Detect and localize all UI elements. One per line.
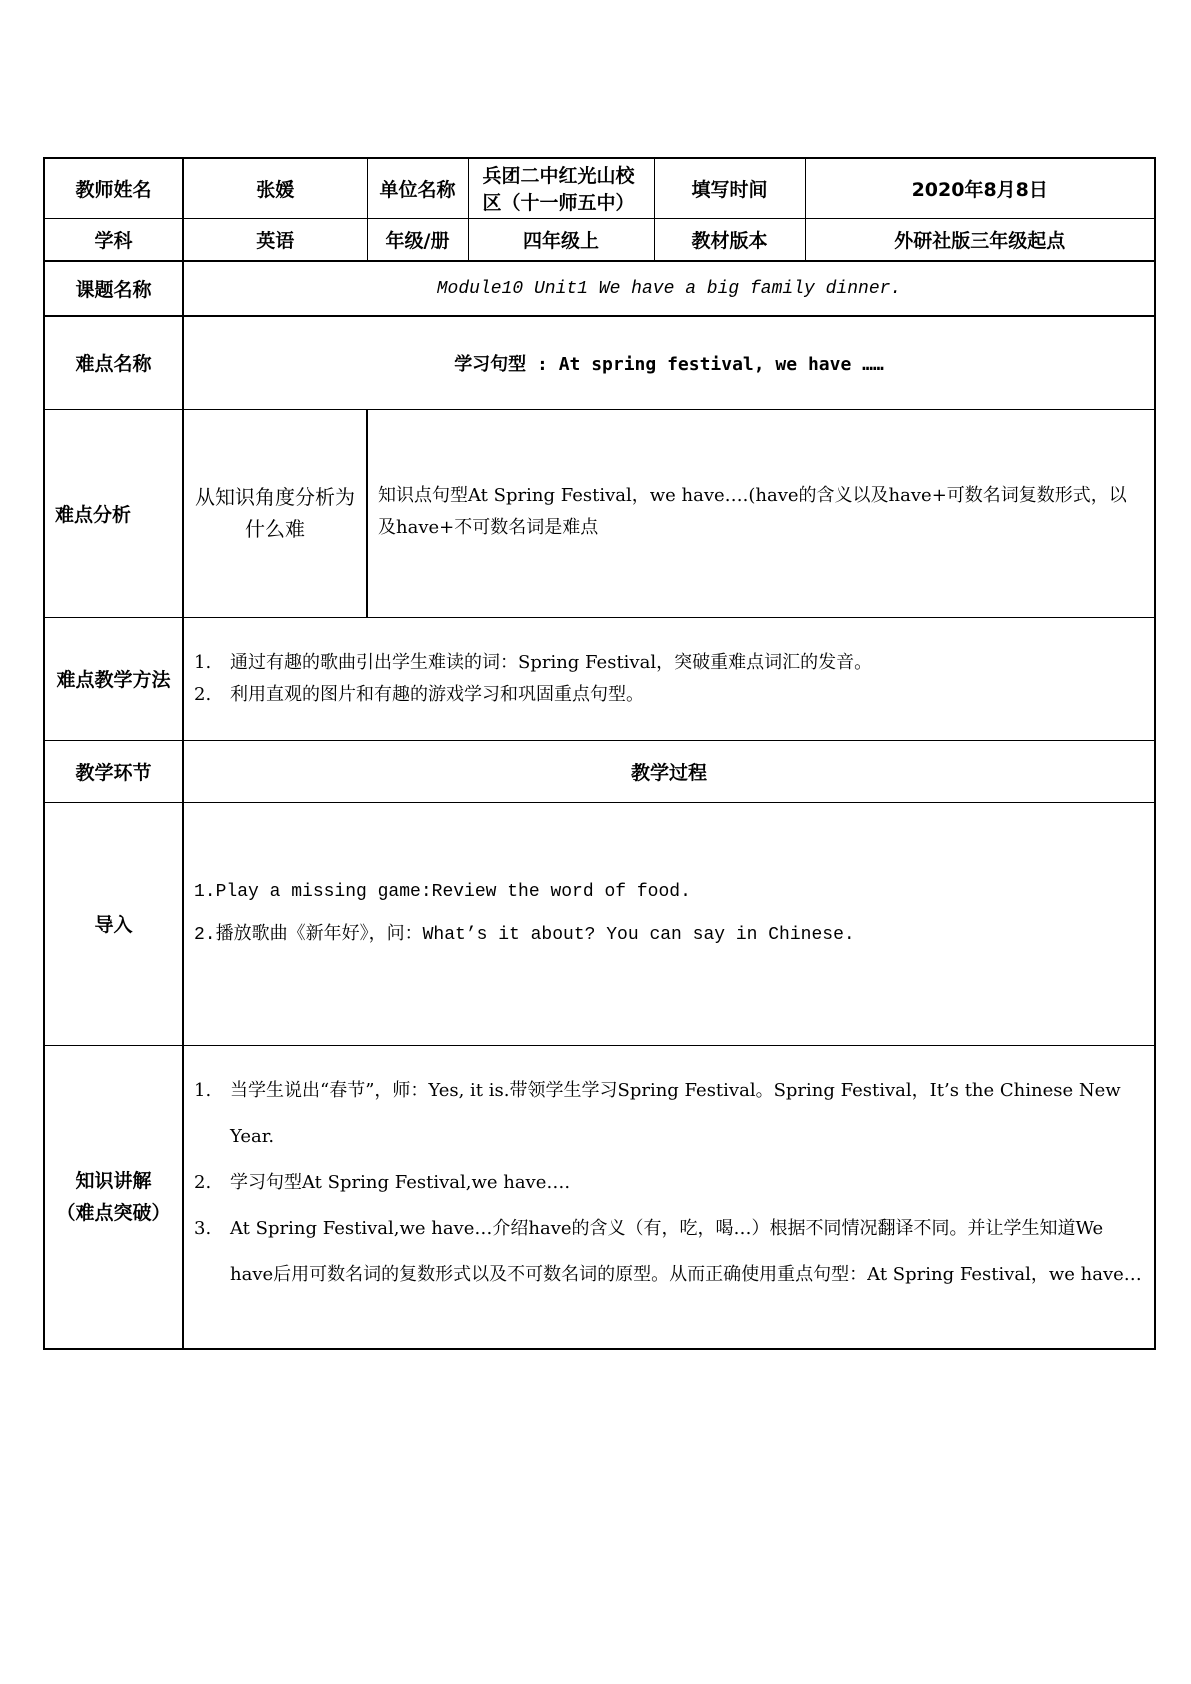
process-header-row <box>44 740 1155 802</box>
date-label: 填写时间 <box>654 158 805 218</box>
topic-label: 课题名称 <box>44 261 183 316</box>
explanation-item-2-num: 2. <box>194 1171 212 1193</box>
process-label: 教学过程 <box>183 740 1155 802</box>
explanation-label-line2: （难点突破） <box>56 1201 171 1224</box>
topic-row <box>44 261 1155 316</box>
analysis-row <box>44 409 1155 617</box>
explanation-item-1-text: 当学生说出“春节”，师：Yes, it is.带领学生学习Spring Festival。Spring Festival，It’s the Chinese New Year. <box>230 1079 1121 1147</box>
teacher-name-label: 教师姓名 <box>44 158 183 218</box>
analysis-label: 难点分析 <box>44 409 183 617</box>
explanation-label <box>44 1045 183 1349</box>
date-value: 2020年8月8日 <box>805 158 1155 218</box>
method-item-1 <box>194 647 1144 679</box>
analysis-text: 知识点句型At Spring Festival，we have….(have的含义以及have+可数名词复数形式，以及have+不可数名词是难点 <box>367 409 1155 617</box>
lesson-plan-table <box>43 157 1156 1350</box>
method-row <box>44 617 1155 740</box>
difficulty-value: 学习句型 : At spring festival, we have …… <box>183 316 1155 409</box>
unit-name-value <box>468 158 654 218</box>
explanation-item-3-num: 3. <box>194 1217 212 1239</box>
method-list <box>194 647 1144 711</box>
unit-name-label: 单位名称 <box>367 158 468 218</box>
grade-value: 四年级上 <box>468 218 654 261</box>
intro-label: 导入 <box>44 802 183 1045</box>
explanation-item-2 <box>194 1160 1144 1206</box>
edition-value: 外研社版三年级起点 <box>805 218 1155 261</box>
unit-name-line1: 兵团二中红光山校 <box>482 165 635 188</box>
grade-label: 年级/册 <box>367 218 468 261</box>
method-item-1-num: 1. <box>194 651 212 673</box>
explanation-item-2-text: 学习句型At Spring Festival,we have…. <box>230 1171 571 1193</box>
explanation-row <box>44 1045 1155 1349</box>
explanation-content <box>183 1045 1155 1349</box>
method-label: 难点教学方法 <box>44 617 183 740</box>
method-item-2-text: 利用直观的图片和有趣的游戏学习和巩固重点句型。 <box>230 683 644 705</box>
intro-content <box>183 802 1155 1045</box>
method-item-1-text: 通过有趣的歌曲引出学生难读的词：Spring Festival，突破重难点词汇的发音。 <box>230 651 873 673</box>
explanation-item-1 <box>194 1068 1144 1160</box>
info-row-1 <box>44 158 1155 218</box>
subject-value: 英语 <box>183 218 367 261</box>
method-content <box>183 617 1155 740</box>
method-item-2 <box>194 679 1144 711</box>
difficulty-label: 难点名称 <box>44 316 183 409</box>
method-item-2-num: 2. <box>194 683 212 705</box>
explanation-item-3 <box>194 1206 1144 1298</box>
topic-value: Module10 Unit1 We have a big family dinner. <box>183 261 1155 316</box>
explanation-list <box>194 1068 1144 1298</box>
intro-row <box>44 802 1155 1045</box>
explanation-item-1-num: 1. <box>194 1079 212 1101</box>
subject-label: 学科 <box>44 218 183 261</box>
difficulty-row <box>44 316 1155 409</box>
analysis-sub-label: 从知识角度分析为什么难 <box>183 409 367 617</box>
stage-label: 教学环节 <box>44 740 183 802</box>
intro-line-1: 1.Play a missing game:Review the word of food. <box>194 881 691 902</box>
unit-name-line2: 区（十一师五中） <box>482 192 635 215</box>
teacher-name-value: 张媛 <box>183 158 367 218</box>
explanation-label-line1: 知识讲解 <box>75 1169 152 1192</box>
explanation-item-3-text: At Spring Festival,we have…介绍have的含义（有，吃，喝…）根据不同情况翻译不同。并让学生知道We have后用可数名词的复数形式以及不可数名词的原型。从而正确使用重点句型：At Spring Festival，we have… <box>230 1217 1142 1285</box>
intro-line-2: 2.播放歌曲《新年好》，问：What’s it about? You can say in Chinese. <box>194 924 855 945</box>
info-row-2 <box>44 218 1155 261</box>
edition-label: 教材版本 <box>654 218 805 261</box>
